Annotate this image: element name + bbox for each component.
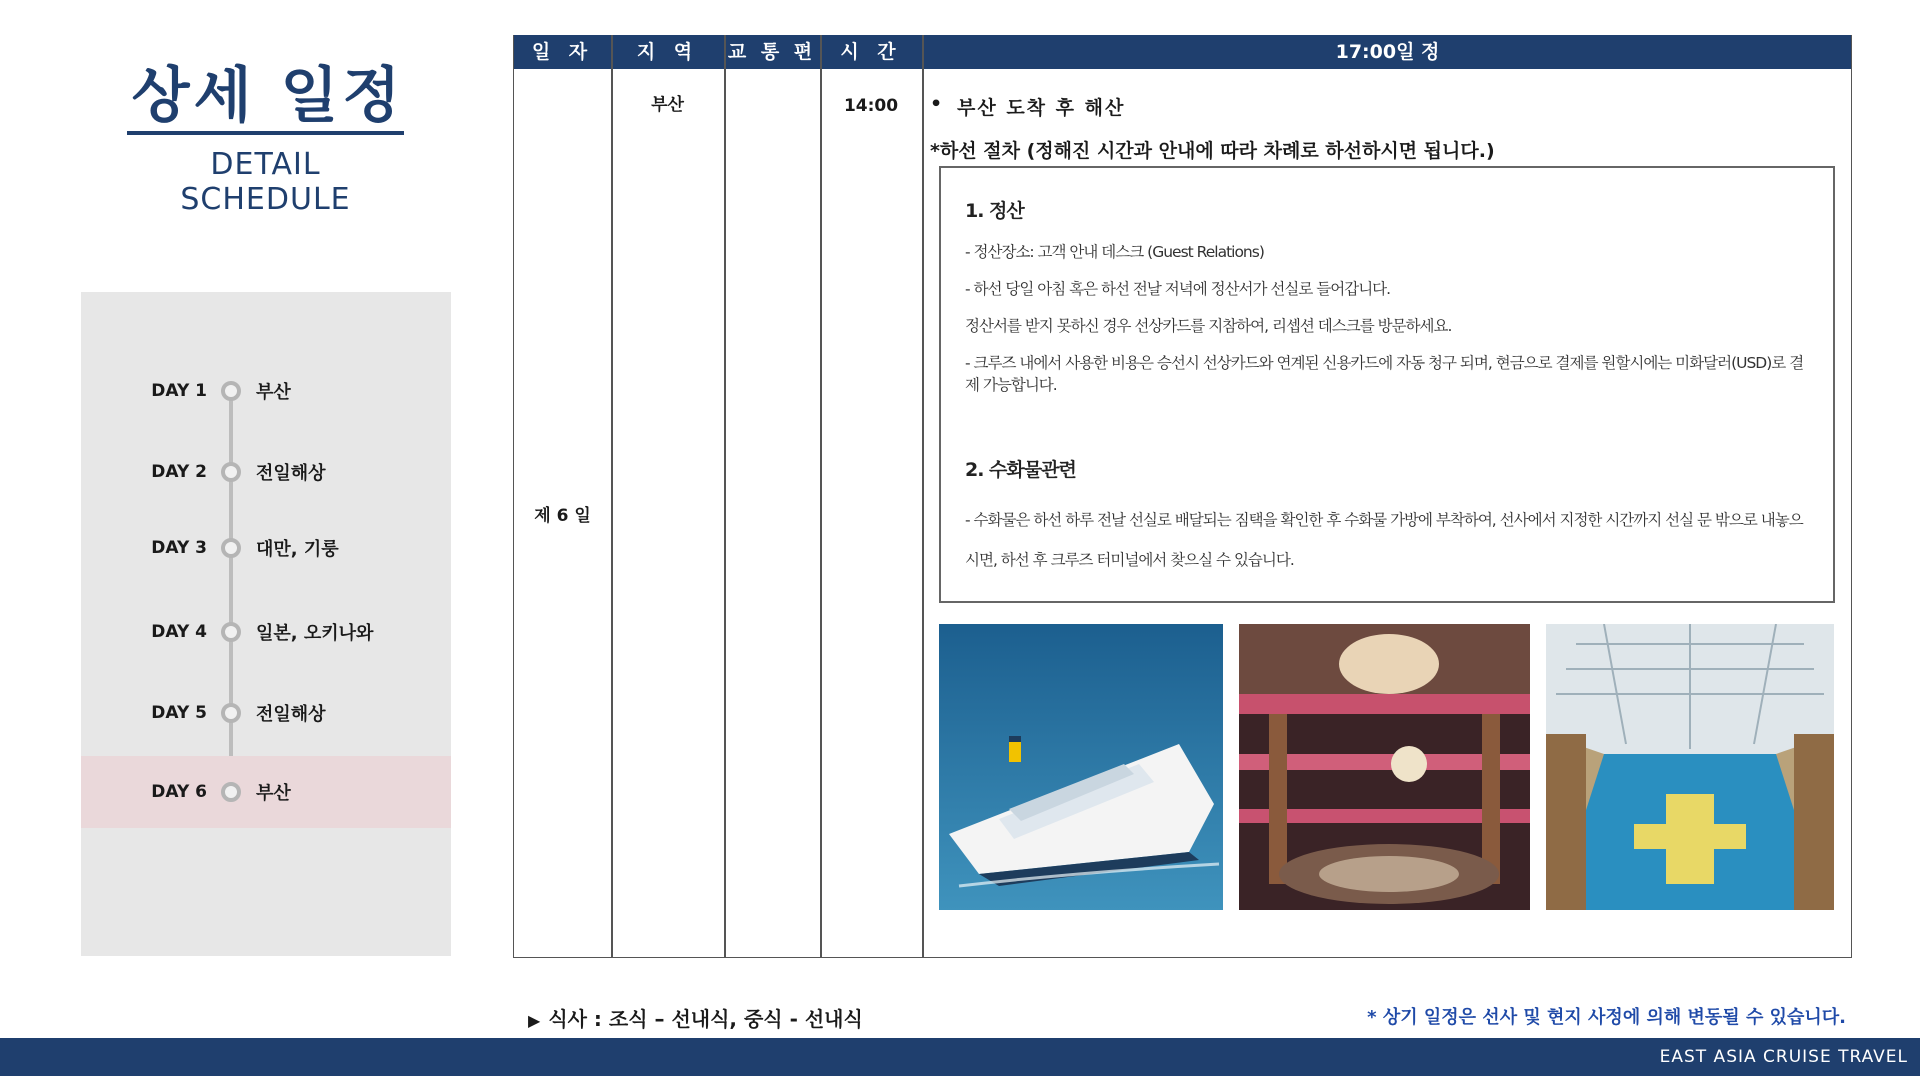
- day-place: 부산: [256, 382, 291, 403]
- disembark-note: *하선 절차 (정해진 시간과 안내에 따라 차례로 하선하시면 됩니다.): [930, 140, 1495, 162]
- header-time: 시 간: [840, 41, 902, 63]
- row-date: 제 6 일: [534, 506, 591, 526]
- arrow-right-icon: ▶: [528, 1011, 541, 1030]
- column-divider: [724, 35, 726, 958]
- footer-brand: EAST ASIA CRUISE TRAVEL: [1659, 1047, 1908, 1067]
- day-item-5[interactable]: [81, 677, 451, 749]
- indoor-pool-photo: [1546, 624, 1834, 910]
- column-divider: [922, 35, 924, 958]
- table-header: [514, 35, 1851, 69]
- day-label: DAY 6: [151, 782, 207, 802]
- day-place: 부산: [256, 783, 291, 804]
- day-place: 대만, 기룽: [256, 539, 339, 560]
- day-place: 일본, 오키나와: [256, 623, 374, 644]
- timeline-dot-icon: [221, 622, 241, 642]
- notice-line: - 크루즈 내에서 사용한 비용은 승선시 선상카드와 연계된 신용카드에 자동 청구 되며, 현금으로 결제를 원할시에는 미화달러(USD)로 결제 가능합니다.: [965, 354, 1804, 394]
- notice-line: 정산서를 받지 못하신 경우 선상카드를 지참하여, 리셉션 데스크를 방문하세요.: [965, 317, 1452, 335]
- page-subtitle: DETAIL SCHEDULE: [180, 147, 351, 217]
- column-divider: [611, 35, 613, 958]
- schedule-change-note: * 상기 일정은 선사 및 현지 사정에 의해 변동될 수 있습니다.: [1367, 1007, 1846, 1028]
- day-label: DAY 2: [151, 462, 207, 482]
- day-label: DAY 1: [151, 381, 207, 401]
- schedule-table: [513, 35, 1852, 958]
- day-label: DAY 4: [151, 622, 207, 642]
- day-item-6-active[interactable]: [81, 756, 451, 828]
- header-region: 지 역: [636, 41, 699, 63]
- day-item-2[interactable]: [81, 436, 451, 508]
- cruise-ship-photo: [939, 624, 1223, 910]
- timeline-dot-icon: [221, 703, 241, 723]
- footer-bar: [0, 1038, 1920, 1076]
- day-label: DAY 5: [151, 703, 207, 723]
- timeline-dot-icon: [221, 381, 241, 401]
- day-label: DAY 3: [151, 538, 207, 558]
- day-item-1[interactable]: [81, 355, 451, 427]
- header-date: 일 자: [531, 41, 594, 63]
- header-transport: 교 통 편: [727, 41, 817, 63]
- day-item-3[interactable]: [81, 512, 451, 584]
- notice-line: - 정산장소: 고객 안내 데스크 (Guest Relations): [965, 243, 1264, 261]
- arrival-text: 부산 도착 후 해산: [957, 97, 1126, 119]
- title-underline: [127, 131, 404, 135]
- meal-info: [528, 1003, 863, 1032]
- photo-strip: [939, 624, 1835, 910]
- column-divider: [820, 35, 822, 958]
- timeline-dot-icon: [221, 462, 241, 482]
- day-place: 전일해상: [256, 704, 326, 725]
- timeline-dot-icon: [221, 782, 241, 802]
- day-item-4[interactable]: [81, 596, 451, 668]
- disembark-notice-box: [939, 166, 1835, 603]
- row-region: 부산: [651, 95, 684, 115]
- row-time: 14:00: [843, 96, 899, 116]
- atrium-photo: [1239, 624, 1530, 910]
- day-timeline-panel: [81, 292, 451, 956]
- timeline-dot-icon: [221, 538, 241, 558]
- notice-line: - 수화물은 하선 하루 전날 선실로 배달되는 짐택을 확인한 후 수화물 가방에 부착하여, 선사에서 지정한 시간까지 선실 문 밖으로 내놓으시면, 하선 후 크루즈 터미널에서 찾으실 수 있습니다.: [965, 511, 1803, 569]
- notice-line: - 하선 당일 아침 혹은 하선 전날 저녁에 정산서가 선실로 들어갑니다.: [965, 280, 1391, 298]
- page-title: 상세 일정: [131, 61, 405, 131]
- bullet-icon: •: [930, 93, 943, 115]
- notice-section-title: 2. 수화물관련: [965, 459, 1076, 481]
- header-itinerary: 17:00일 정: [1335, 41, 1440, 63]
- day-place: 전일해상: [256, 463, 326, 484]
- meal-text: 식사 : 조식 – 선내식, 중식 - 선내식: [548, 1007, 863, 1031]
- notice-section-title: 1. 정산: [965, 200, 1024, 222]
